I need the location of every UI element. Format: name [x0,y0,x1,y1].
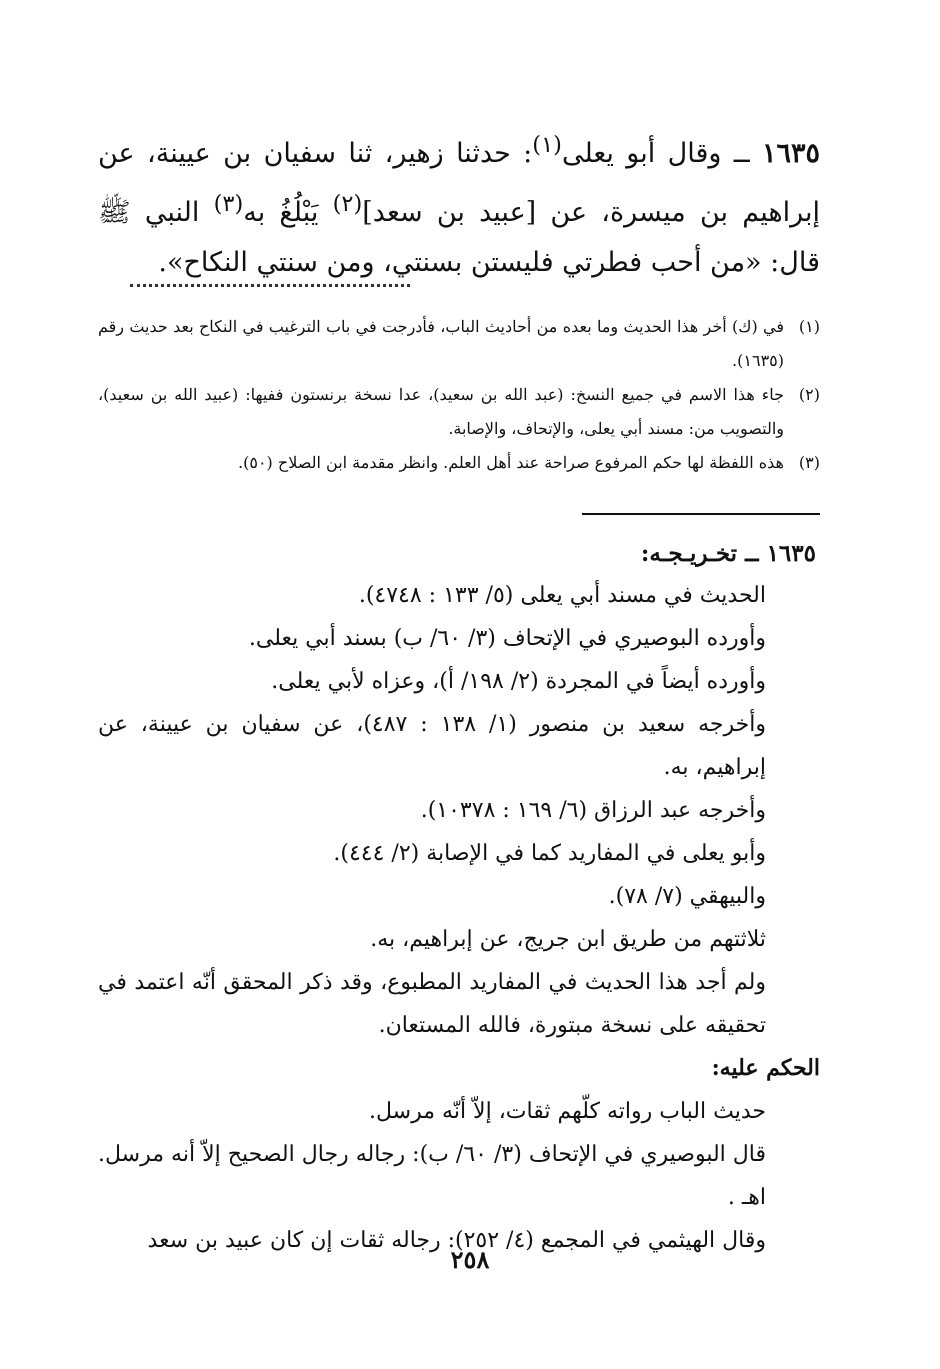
footnote-3 [98,446,820,480]
footnote-number: (٣) [798,453,820,472]
takhrij-line: والبيهقي (٧/ ٧٨). [608,884,766,909]
footnotes [98,310,820,480]
takhrij-paragraph: ولم أجد هذا الحديث في المفاريد المطبوع، وقد ذكر المحقق أنّه اعتمد في تحقيقه على نسخة مبتورة، فالله المستعان. [98,970,766,1038]
footnote-text: جاء هذا الاسم في جميع النسخ: (عبد الله بن سعيد)، عدا نسخة برنستون ففيها: (عبيد الله بن سعيد)، والتصويب من: مسند أبي يعلى، والإتحاف، والإصابة. [98,385,784,438]
hukm-paragraph: قال البوصيري في الإتحاف (٣/ ٦٠/ ب): رجاله رجال الصحيح إلاّ أنه مرسل. اهـ . [98,1142,767,1210]
hadith-dash: ــ [733,138,750,169]
takhrij-line: وأورده البوصيري في الإتحاف (٣/ ٦٠/ ب) بسند أبي يعلى. [248,626,766,651]
takhrij-line: وأخرجه سعيد بن منصور (١/ ١٣٨ : ٤٨٧)، عن سفيان بن عيينة، عن إبراهيم، به. [98,712,766,780]
footnote-text: هذه اللفظة لها حكم المرفوع صراحة عند أهل العلم. وانظر مقدمة ابن الصلاح (٥٠). [238,453,784,472]
hadith-number: ١٦٣٥ [761,138,820,169]
hadith-segment-4: النبي ﷺ قال: «من أحب فطرتي فليستن بسنتي، ومن سنتي النكاح». [98,197,820,278]
footnote-1 [98,310,820,378]
footnote-separator-dots [130,284,410,287]
footnote-ref-3: (٣) [213,191,244,217]
footnote-2 [98,378,820,446]
hukm-heading: الحكم عليه: [711,1055,820,1081]
takhrij-line: وأبو يعلى في المفاريد كما في الإصابة (٢/ ٤٤٤). [333,841,766,866]
takhrij-line: وأورده أيضاً في المجردة (٢/ ١٩٨/ أ)، وعزاه لأبي يعلى. [271,669,766,694]
hadith-text [98,120,820,288]
hadith-segment-3: يَبْلُغُ به [243,197,333,228]
section-divider [582,513,820,515]
footnote-ref-1: (١) [532,132,562,158]
takhrij-line: الحديث في مسند أبي يعلى (٥/ ١٣٣ : ٤٧٤٨). [358,583,766,608]
footnote-number: (٢) [798,385,820,404]
takhrij-body [98,574,820,1262]
hukm-paragraph: وقال الهيثمي في المجمع (٤/ ٢٥٢): رجاله ثقات إن كان عبيد بن سعد [147,1228,766,1253]
hadith-segment-2: : حدثنا زهير، ثنا سفيان بن عيينة، عن إبراهيم بن ميسرة، عن [عبيد بن سعد] [98,138,820,228]
hukm-line: حديث الباب رواته كلّهم ثقات، إلاّ أنّه مرسل. [369,1099,766,1124]
page-number: ٢٥٨ [450,1245,490,1274]
hadith-segment-1: وقال أبو يعلى [561,138,722,169]
footnote-ref-2: (٢) [332,191,363,217]
takhrij-line: وأخرجه عبد الرزاق (٦/ ١٦٩ : ١٠٣٧٨). [420,798,766,823]
takhrij-heading: ١٦٣٥ ــ تخـريـجـه: [640,540,816,567]
takhrij-line: ثلاثتهم من طريق ابن جريج، عن إبراهيم، به. [370,927,766,952]
footnote-text: في (ك) أخر هذا الحديث وما بعده من أحاديث الباب، فأدرجت في باب الترغيب في النكاح بعد حديث رقم (١٦٣٥). [98,317,785,370]
footnote-number: (١) [798,317,820,336]
